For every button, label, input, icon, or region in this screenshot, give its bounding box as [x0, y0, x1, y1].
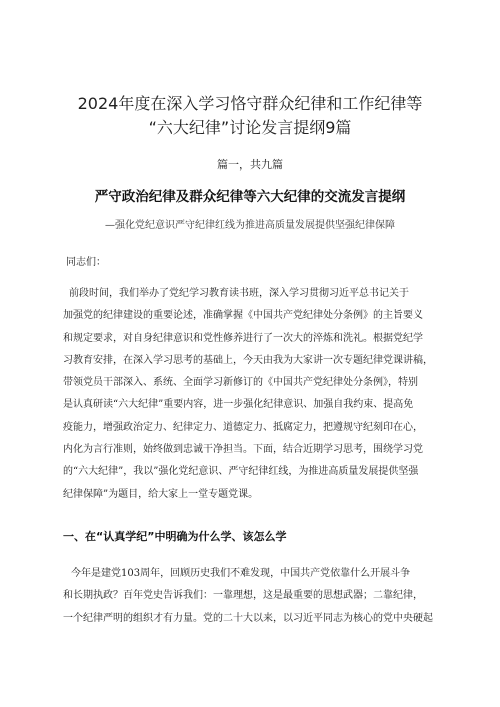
section-heading-1: 一、在“认真学纪”中明确为什么学、该怎么学: [63, 530, 287, 543]
paragraph-1: [63, 283, 443, 506]
article-subtitle: —强化党纪意识严守纪律红线为推进高质量发展提供坚强纪律保障: [105, 220, 395, 231]
paragraph-line: 一个纪律严明的组织才有力量。党的二十大以来，以习近平同志为核心的党中央硬起: [63, 612, 433, 624]
section-label: 篇一，共九篇: [217, 158, 283, 171]
article-title: 严守政治纪律及群众纪律等六大纪律的交流发言提纲: [94, 189, 406, 205]
salutation: 同志们：: [66, 257, 106, 268]
paragraph-line: 是认真研读“六大纪律”重要内容，进一步强化纪律意识、加强自我约束、提高免: [63, 399, 414, 411]
paragraph-line: 疫能力，增强政治定力、纪律定力、道德定力、抵腐定力，把遵规守纪刻印在心，: [63, 421, 423, 433]
document-title-line-1: 2024年度在深入学习恪守群众纪律和工作纪律等: [77, 94, 423, 113]
paragraph-line: 的“六大纪律”，我以”强化党纪意识、严守纪律红线，为推进高质量发展提供坚强: [63, 466, 419, 478]
paragraph-line: 今年是建党103周年，回顾历史我们不难发现，中国共产党依靠什么开展斗争: [71, 568, 411, 579]
document-title: [50, 92, 450, 140]
paragraph-line: 和长期执政？百年党史告诉我们：一靠理想，这是最重要的思想武器；二靠纪律，: [63, 590, 423, 602]
paragraph-2: [63, 563, 443, 630]
document-title-line-2: “六大纪律”讨论发言提纲9篇: [148, 118, 352, 137]
paragraph-line: 纪律保障”为题目，给大家上一堂专题党课。: [63, 488, 259, 500]
paragraph-line: 带领党员干部深入、系统、全面学习新修订的《中国共产党纪律处分条例》，特别: [63, 377, 418, 389]
paragraph-line: 加强党的纪律建设的重要论述，准确掌握《中国共产党纪律处分条例》的主旨要义: [63, 310, 423, 322]
paragraph-line: 内化为言行准则，始终做到忠诚干净担当。下面，结合近期学习思考，围绕学习党: [63, 444, 423, 456]
paragraph-line: 习教育安排，在深入学习思考的基础上，今天由我为大家讲一次专题纪律党课讲稿，: [63, 354, 433, 366]
paragraph-line: 和规定要求，对自身纪律意识和党性修养进行了一次大的淬炼和洗礼。根据党纪学: [63, 332, 423, 344]
paragraph-line: 前段时间，我们举办了党纪学习教育读书班，深入学习贯彻习近平总书记关于: [69, 288, 409, 299]
